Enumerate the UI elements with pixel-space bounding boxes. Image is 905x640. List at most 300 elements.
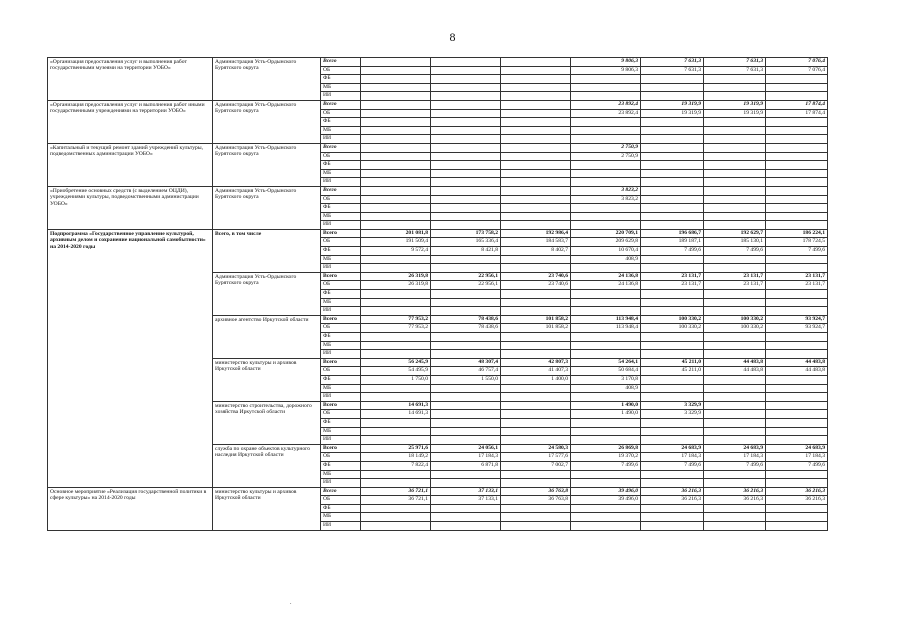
- amount-cell: 24 683,9: [641, 444, 704, 453]
- amount-cell: [431, 401, 501, 410]
- amount-cell: [704, 178, 766, 187]
- amount-cell: 44 483,8: [766, 367, 828, 376]
- amount-cell: [766, 255, 828, 264]
- amount-cell: [501, 204, 571, 213]
- funding-source-cell: Всего: [321, 143, 361, 152]
- amount-cell: 7 631,3: [704, 58, 766, 67]
- amount-cell: 7 499,6: [641, 247, 704, 256]
- program-name-cell: Подпрограмма «Государственное управление культурой, архивным делом и сохранение национальной самобытности» на 2014-2020 годы: [48, 229, 213, 487]
- amount-cell: [361, 393, 431, 402]
- amount-cell: [704, 264, 766, 273]
- amount-cell: 54 264,1: [571, 358, 641, 367]
- amount-cell: 196 686,7: [641, 229, 704, 238]
- amount-cell: [766, 143, 828, 152]
- amount-cell: [361, 333, 431, 342]
- amount-cell: [704, 152, 766, 161]
- funding-source-cell: ИИ: [321, 92, 361, 101]
- amount-cell: [431, 436, 501, 445]
- amount-cell: [704, 204, 766, 213]
- amount-cell: [501, 350, 571, 359]
- amount-cell: [361, 384, 431, 393]
- amount-cell: [641, 152, 704, 161]
- amount-cell: [431, 513, 501, 522]
- amount-cell: 7 076,4: [766, 66, 828, 75]
- amount-cell: 408,9: [571, 384, 641, 393]
- funding-source-cell: ФБ: [321, 290, 361, 299]
- amount-cell: [361, 204, 431, 213]
- amount-cell: 36 216,3: [766, 487, 828, 496]
- amount-cell: [704, 126, 766, 135]
- amount-cell: [704, 221, 766, 230]
- funding-source-cell: ИИ: [321, 393, 361, 402]
- amount-cell: 23 131,7: [704, 272, 766, 281]
- amount-cell: 36 216,3: [704, 496, 766, 505]
- funding-source-cell: ИИ: [321, 436, 361, 445]
- amount-cell: 24 056,1: [431, 444, 501, 453]
- amount-cell: [431, 393, 501, 402]
- table-row: [48, 186, 828, 195]
- amount-cell: 9 806,3: [571, 66, 641, 75]
- amount-cell: [704, 255, 766, 264]
- amount-cell: 7 631,3: [704, 66, 766, 75]
- amount-cell: [431, 410, 501, 419]
- amount-cell: 7 076,4: [766, 58, 828, 67]
- amount-cell: 17 874,4: [766, 109, 828, 118]
- amount-cell: 165 336,4: [431, 238, 501, 247]
- amount-cell: 19 319,9: [641, 100, 704, 109]
- amount-cell: [571, 393, 641, 402]
- amount-cell: [361, 126, 431, 135]
- amount-cell: 7 499,6: [704, 461, 766, 470]
- amount-cell: 1 490,0: [571, 410, 641, 419]
- amount-cell: 23 740,6: [501, 281, 571, 290]
- amount-cell: [766, 341, 828, 350]
- amount-cell: [704, 75, 766, 84]
- amount-cell: 184 583,7: [501, 238, 571, 247]
- amount-cell: 189 187,1: [641, 238, 704, 247]
- amount-cell: [571, 479, 641, 488]
- amount-cell: [501, 221, 571, 230]
- amount-cell: [501, 513, 571, 522]
- amount-cell: [501, 143, 571, 152]
- amount-cell: 44 483,8: [704, 367, 766, 376]
- amount-cell: 24 136,8: [571, 272, 641, 281]
- amount-cell: [361, 264, 431, 273]
- amount-cell: 93 924,7: [766, 315, 828, 324]
- amount-cell: 408,9: [571, 255, 641, 264]
- amount-cell: 3 823,2: [571, 195, 641, 204]
- amount-cell: [766, 75, 828, 84]
- amount-cell: 1 750,0: [361, 375, 431, 384]
- page-number: 8: [449, 30, 456, 44]
- amount-cell: [501, 307, 571, 316]
- amount-cell: [501, 212, 571, 221]
- amount-cell: [766, 126, 828, 135]
- amount-cell: [431, 418, 501, 427]
- amount-cell: 101 858,2: [501, 324, 571, 333]
- funding-source-cell: МБ: [321, 255, 361, 264]
- amount-cell: [501, 135, 571, 144]
- amount-cell: [571, 221, 641, 230]
- funding-source-cell: МБ: [321, 513, 361, 522]
- amount-cell: [431, 333, 501, 342]
- amount-cell: 100 330,2: [641, 324, 704, 333]
- funding-source-cell: ФБ: [321, 204, 361, 213]
- funding-source-cell: МБ: [321, 427, 361, 436]
- amount-cell: 78 438,6: [431, 324, 501, 333]
- amount-cell: [501, 66, 571, 75]
- amount-cell: [361, 479, 431, 488]
- amount-cell: [431, 290, 501, 299]
- amount-cell: [704, 384, 766, 393]
- table-row: [48, 229, 828, 238]
- amount-cell: 1 490,0: [571, 401, 641, 410]
- funding-source-cell: ФБ: [321, 333, 361, 342]
- amount-cell: [641, 126, 704, 135]
- amount-cell: [501, 290, 571, 299]
- amount-cell: [571, 470, 641, 479]
- amount-cell: [361, 513, 431, 522]
- amount-cell: [431, 66, 501, 75]
- funding-source-cell: ИИ: [321, 178, 361, 187]
- amount-cell: 7 822,4: [361, 461, 431, 470]
- amount-cell: [361, 135, 431, 144]
- amount-cell: [641, 83, 704, 92]
- amount-cell: 7 631,3: [641, 58, 704, 67]
- amount-cell: [361, 109, 431, 118]
- amount-cell: [641, 307, 704, 316]
- amount-cell: [571, 178, 641, 187]
- amount-cell: [704, 290, 766, 299]
- amount-cell: 6 871,8: [431, 461, 501, 470]
- budget-table: [47, 57, 828, 531]
- executor-cell: министерство культуры и архивов Иркутской области: [213, 487, 321, 530]
- amount-cell: [501, 126, 571, 135]
- amount-cell: 192 629,7: [704, 229, 766, 238]
- funding-source-cell: ФБ: [321, 75, 361, 84]
- amount-cell: 14 691,3: [361, 410, 431, 419]
- amount-cell: [431, 298, 501, 307]
- amount-cell: 192 986,4: [501, 229, 571, 238]
- amount-cell: [501, 470, 571, 479]
- amount-cell: [361, 427, 431, 436]
- amount-cell: [431, 479, 501, 488]
- amount-cell: [766, 264, 828, 273]
- amount-cell: [501, 83, 571, 92]
- executor-cell: Администрация Усть-Ордынского Бурятского округа: [213, 186, 321, 229]
- amount-cell: 23 892,4: [571, 109, 641, 118]
- amount-cell: [766, 83, 828, 92]
- amount-cell: 45 211,0: [641, 358, 704, 367]
- amount-cell: 24 683,9: [704, 444, 766, 453]
- amount-cell: [361, 221, 431, 230]
- amount-cell: 3 329,9: [641, 401, 704, 410]
- amount-cell: 24 580,3: [501, 444, 571, 453]
- amount-cell: [704, 504, 766, 513]
- amount-cell: [766, 410, 828, 419]
- amount-cell: [704, 135, 766, 144]
- amount-cell: [704, 83, 766, 92]
- funding-source-cell: Всего: [321, 186, 361, 195]
- program-name-cell: «Капитальный и текущий ремонт зданий учреждений культуры, подведомственных администрации УОБО»: [48, 143, 213, 186]
- funding-source-cell: МБ: [321, 298, 361, 307]
- amount-cell: [431, 186, 501, 195]
- amount-cell: 7 499,6: [571, 461, 641, 470]
- amount-cell: [501, 504, 571, 513]
- amount-cell: [571, 504, 641, 513]
- amount-cell: [641, 513, 704, 522]
- amount-cell: 17 874,4: [766, 100, 828, 109]
- amount-cell: [361, 298, 431, 307]
- table-row: [48, 100, 828, 109]
- funding-source-cell: ИИ: [321, 264, 361, 273]
- amount-cell: [641, 212, 704, 221]
- funding-source-cell: ИИ: [321, 479, 361, 488]
- amount-cell: 22 956,1: [431, 281, 501, 290]
- amount-cell: [641, 204, 704, 213]
- amount-cell: [704, 427, 766, 436]
- amount-cell: 23 131,7: [704, 281, 766, 290]
- funding-source-cell: МБ: [321, 126, 361, 135]
- amount-cell: [704, 169, 766, 178]
- amount-cell: [766, 504, 828, 513]
- amount-cell: [361, 470, 431, 479]
- amount-cell: [766, 307, 828, 316]
- amount-cell: [431, 169, 501, 178]
- amount-cell: [431, 100, 501, 109]
- amount-cell: [431, 307, 501, 316]
- funding-source-cell: ИИ: [321, 135, 361, 144]
- amount-cell: [766, 350, 828, 359]
- amount-cell: [501, 410, 571, 419]
- amount-cell: [766, 436, 828, 445]
- amount-cell: [501, 298, 571, 307]
- amount-cell: [766, 401, 828, 410]
- funding-source-cell: МБ: [321, 384, 361, 393]
- amount-cell: 209 629,8: [571, 238, 641, 247]
- amount-cell: [501, 341, 571, 350]
- amount-cell: [361, 350, 431, 359]
- executor-cell: служба по охране объектов культурного наследия Иркутской области: [213, 444, 321, 487]
- amount-cell: [361, 58, 431, 67]
- funding-source-cell: МБ: [321, 212, 361, 221]
- amount-cell: [704, 375, 766, 384]
- amount-cell: [431, 255, 501, 264]
- amount-cell: [431, 152, 501, 161]
- funding-source-cell: ИИ: [321, 221, 361, 230]
- amount-cell: [361, 504, 431, 513]
- amount-cell: [501, 58, 571, 67]
- amount-cell: [501, 100, 571, 109]
- amount-cell: [704, 418, 766, 427]
- amount-cell: 100 330,2: [704, 315, 766, 324]
- amount-cell: [641, 118, 704, 127]
- amount-cell: [704, 212, 766, 221]
- amount-cell: [501, 178, 571, 187]
- amount-cell: 39 496,0: [571, 496, 641, 505]
- amount-cell: [641, 255, 704, 264]
- amount-cell: [431, 75, 501, 84]
- amount-cell: [704, 436, 766, 445]
- amount-cell: [641, 384, 704, 393]
- amount-cell: [704, 410, 766, 419]
- amount-cell: [571, 212, 641, 221]
- amount-cell: [704, 195, 766, 204]
- amount-cell: 23 131,7: [641, 272, 704, 281]
- amount-cell: 44 483,8: [704, 358, 766, 367]
- amount-cell: [431, 161, 501, 170]
- amount-cell: [361, 290, 431, 299]
- amount-cell: 19 319,9: [641, 109, 704, 118]
- funding-source-cell: ФБ: [321, 247, 361, 256]
- amount-cell: 36 763,8: [501, 487, 571, 496]
- amount-cell: [361, 212, 431, 221]
- amount-cell: [641, 522, 704, 531]
- amount-cell: [641, 75, 704, 84]
- program-name-cell: «Приобретение основных средств (с выделением ОЦДИ), учреждениями культуры, подведомственными администрации УОБО»: [48, 186, 213, 229]
- amount-cell: 17 184,3: [704, 453, 766, 462]
- amount-cell: 2 750,9: [571, 152, 641, 161]
- amount-cell: [431, 384, 501, 393]
- funding-source-cell: ОБ: [321, 410, 361, 419]
- amount-cell: [501, 522, 571, 531]
- amount-cell: [704, 161, 766, 170]
- amount-cell: 44 483,8: [766, 358, 828, 367]
- amount-cell: 23 740,6: [501, 272, 571, 281]
- amount-cell: 42 807,3: [501, 358, 571, 367]
- amount-cell: [361, 83, 431, 92]
- amount-cell: 23 131,7: [766, 272, 828, 281]
- funding-source-cell: ОБ: [321, 238, 361, 247]
- program-name-cell: Основное мероприятие «Реализация государственной политики в сфере культуры» на 2014-2020 годы: [48, 487, 213, 530]
- amount-cell: [361, 169, 431, 178]
- amount-cell: 2 750,9: [571, 143, 641, 152]
- amount-cell: [501, 418, 571, 427]
- program-name-cell: «Организация предоставления услуг и выполнения работ государственными музеями на территории УОБО»: [48, 58, 213, 101]
- funding-source-cell: Всего: [321, 358, 361, 367]
- amount-cell: 14 691,3: [361, 401, 431, 410]
- amount-cell: [571, 290, 641, 299]
- amount-cell: [571, 513, 641, 522]
- amount-cell: 3 170,8: [571, 375, 641, 384]
- amount-cell: [641, 161, 704, 170]
- amount-cell: 185 130,1: [704, 238, 766, 247]
- amount-cell: 9 806,3: [571, 58, 641, 67]
- amount-cell: [641, 418, 704, 427]
- amount-cell: [704, 513, 766, 522]
- executor-cell: Администрация Усть-Ордынского Бурятского округа: [213, 100, 321, 143]
- amount-cell: [501, 161, 571, 170]
- amount-cell: 191 509,4: [361, 238, 431, 247]
- amount-cell: [641, 92, 704, 101]
- amount-cell: [704, 333, 766, 342]
- amount-cell: [704, 307, 766, 316]
- amount-cell: [641, 393, 704, 402]
- amount-cell: [641, 470, 704, 479]
- amount-cell: [431, 118, 501, 127]
- amount-cell: [361, 92, 431, 101]
- executor-cell: архивное агентство Иркутской области: [213, 315, 321, 358]
- amount-cell: [704, 298, 766, 307]
- amount-cell: [766, 333, 828, 342]
- funding-source-cell: Всего: [321, 487, 361, 496]
- amount-cell: 7 499,6: [766, 247, 828, 256]
- amount-cell: 36 721,1: [361, 496, 431, 505]
- amount-cell: [571, 418, 641, 427]
- amount-cell: 23 892,4: [571, 100, 641, 109]
- funding-source-cell: ИИ: [321, 350, 361, 359]
- amount-cell: 17 184,3: [431, 453, 501, 462]
- executor-cell: министерство строительства, дорожного хозяйства Иркутской области: [213, 401, 321, 444]
- amount-cell: [431, 92, 501, 101]
- amount-cell: [431, 522, 501, 531]
- amount-cell: 39 496,0: [571, 487, 641, 496]
- amount-cell: 178 724,5: [766, 238, 828, 247]
- funding-source-cell: МБ: [321, 83, 361, 92]
- amount-cell: [571, 126, 641, 135]
- amount-cell: [766, 135, 828, 144]
- amount-cell: 46 757,4: [431, 367, 501, 376]
- amount-cell: [641, 298, 704, 307]
- amount-cell: [361, 195, 431, 204]
- funding-source-cell: ОБ: [321, 66, 361, 75]
- amount-cell: [501, 436, 571, 445]
- program-name-cell: «Организация предоставления услуг и выполнения работ иными государственными учреждениями на территории УОБО»: [48, 100, 213, 143]
- amount-cell: [641, 186, 704, 195]
- amount-cell: [501, 109, 571, 118]
- amount-cell: 113 948,4: [571, 324, 641, 333]
- amount-cell: [501, 169, 571, 178]
- amount-cell: [571, 298, 641, 307]
- funding-source-cell: ОБ: [321, 367, 361, 376]
- amount-cell: [641, 350, 704, 359]
- amount-cell: 3 329,9: [641, 410, 704, 419]
- amount-cell: [571, 118, 641, 127]
- amount-cell: [361, 161, 431, 170]
- amount-cell: [361, 152, 431, 161]
- amount-cell: [431, 470, 501, 479]
- amount-cell: [766, 186, 828, 195]
- amount-cell: [641, 436, 704, 445]
- amount-cell: 100 330,2: [704, 324, 766, 333]
- amount-cell: [361, 341, 431, 350]
- amount-cell: [571, 341, 641, 350]
- amount-cell: [501, 264, 571, 273]
- amount-cell: [361, 418, 431, 427]
- amount-cell: [571, 522, 641, 531]
- funding-source-cell: МБ: [321, 470, 361, 479]
- amount-cell: 19 370,2: [571, 453, 641, 462]
- amount-cell: [361, 75, 431, 84]
- funding-source-cell: ИИ: [321, 522, 361, 531]
- amount-cell: [766, 169, 828, 178]
- amount-cell: [501, 152, 571, 161]
- amount-cell: [766, 298, 828, 307]
- amount-cell: [501, 186, 571, 195]
- amount-cell: [766, 393, 828, 402]
- amount-cell: 7 499,6: [641, 461, 704, 470]
- amount-cell: 10 670,4: [571, 247, 641, 256]
- amount-cell: [361, 100, 431, 109]
- amount-cell: [641, 143, 704, 152]
- amount-cell: 7 002,7: [501, 461, 571, 470]
- amount-cell: [641, 178, 704, 187]
- amount-cell: [571, 264, 641, 273]
- amount-cell: [431, 109, 501, 118]
- amount-cell: [641, 221, 704, 230]
- amount-cell: [766, 384, 828, 393]
- amount-cell: [431, 58, 501, 67]
